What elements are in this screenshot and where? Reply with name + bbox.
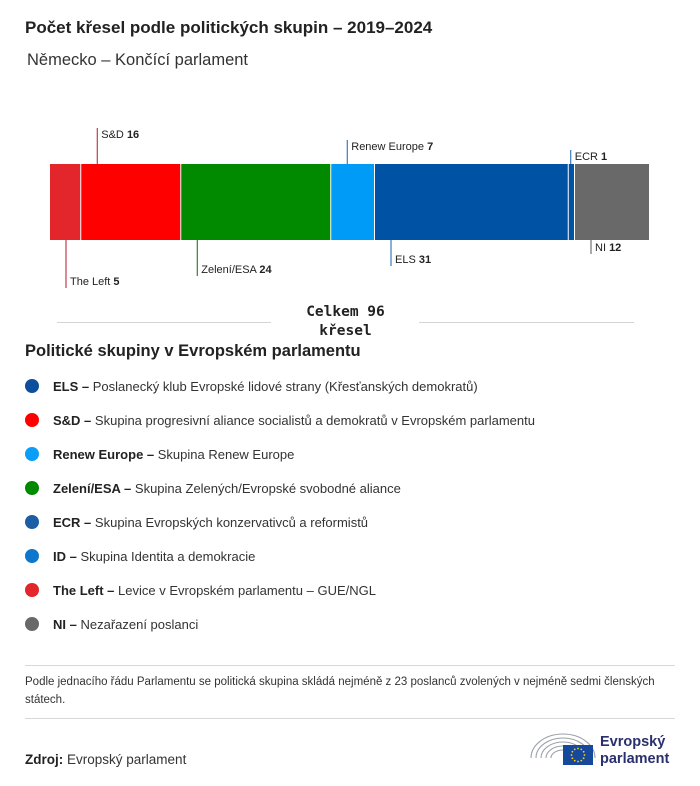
segment-name: Zelení/ESA — [201, 264, 260, 276]
total-divider-right — [419, 322, 634, 323]
source-value: Evropský parlament — [67, 752, 187, 767]
legend-abbr: Zelení/ESA – — [53, 480, 132, 496]
legend-desc: Skupina Renew Europe — [157, 446, 295, 462]
legend-item-ni — [25, 607, 535, 641]
legend-dot — [25, 413, 39, 427]
legend-dot — [25, 447, 39, 461]
legend-abbr: Renew Europe – — [53, 446, 155, 462]
segment-value: 12 — [609, 242, 622, 254]
eu-star — [580, 760, 582, 762]
bar-segment-zelen-esa — [181, 164, 330, 240]
bar-segment-renew-europe — [331, 164, 374, 240]
legend-desc: Skupina Evropských konzervativců a reformistů — [94, 514, 369, 530]
legend-item-ecr — [25, 505, 535, 539]
total-seats-value: Celkem 96 — [306, 304, 385, 320]
segment-label-renew-europe — [351, 141, 433, 153]
eu-star — [574, 760, 576, 762]
legend-abbr: ELS – — [53, 378, 90, 394]
segment-value: 16 — [126, 129, 140, 141]
legend-desc: Levice v Evropském parlamentu – GUE/NGL — [118, 582, 376, 598]
eu-star — [571, 757, 573, 759]
legend-abbr: ID – — [53, 548, 77, 564]
eu-star — [583, 751, 585, 753]
segment-name: ELS — [395, 254, 419, 266]
legend-desc: Nezařazení poslanci — [80, 616, 199, 632]
segment-label-ni — [595, 242, 621, 254]
legend-item-sd — [25, 403, 535, 437]
legend-abbr: ECR – — [53, 514, 92, 530]
total-seats-label — [273, 303, 418, 341]
legend-dot — [25, 515, 39, 529]
legend-dot — [25, 583, 39, 597]
eu-star — [574, 748, 576, 750]
legend-desc: Skupina progresivní aliance socialistů a demokratů v Evropském parlamentu — [94, 412, 535, 428]
source-label: Zdroj: — [25, 752, 64, 767]
legend — [25, 369, 535, 641]
bar-segment-s-d — [81, 164, 180, 240]
segment-name: The Left — [70, 276, 114, 288]
bar-segment-ni — [575, 164, 649, 240]
logo-text — [600, 734, 669, 768]
segment-name: Renew Europe — [351, 141, 428, 153]
segment-value: 7 — [427, 141, 434, 153]
legend-title: Politické skupiny v Evropském parlamentu — [25, 342, 361, 360]
legend-item-left — [25, 573, 535, 607]
footnote-divider-bottom — [25, 718, 675, 719]
legend-abbr: S&D – — [53, 412, 92, 428]
legend-abbr: The Left – — [53, 582, 115, 598]
legend-dot — [25, 481, 39, 495]
legend-desc: Poslanecký klub Evropské lidové strany (Křesťanských demokratů) — [92, 378, 478, 394]
logo-line-2: parlament — [600, 751, 670, 767]
eu-star — [571, 751, 573, 753]
chart-subtitle: Německo – Končící parlament — [27, 51, 249, 69]
segment-label-els — [395, 254, 431, 266]
total-divider-left — [57, 322, 271, 323]
footnote-divider-top — [25, 665, 675, 666]
segment-label-s-d — [101, 129, 139, 141]
legend-item-id — [25, 539, 535, 573]
chart-title: Počet křesel podle politických skupin – 2019–2024 — [25, 18, 433, 37]
legend-item-els — [25, 369, 535, 403]
legend-dot — [25, 617, 39, 631]
legend-desc: Skupina Identita a demokracie — [80, 548, 256, 564]
segment-value: 5 — [113, 276, 120, 288]
bar-segment-els — [375, 164, 568, 240]
legend-item-renew — [25, 437, 535, 471]
legend-item-greens — [25, 471, 535, 505]
seat-chart — [0, 0, 700, 300]
eu-star — [580, 748, 582, 750]
segment-label-the-left — [70, 276, 120, 288]
eu-star — [577, 748, 579, 750]
legend-abbr: NI – — [53, 616, 77, 632]
segment-value: 1 — [601, 151, 608, 163]
logo-line-1: Evropský — [600, 734, 666, 750]
eu-star — [577, 761, 579, 763]
eu-star — [584, 754, 586, 756]
segment-name: S&D — [101, 129, 127, 141]
footnote: Podle jednacího řádu Parlamentu se politická skupina skládá nejméně z 23 poslanců zvolených v nejméně sedmi členských státech. — [25, 676, 655, 706]
legend-dot — [25, 549, 39, 563]
segment-value: 24 — [259, 264, 272, 276]
bar-segment-ecr — [569, 164, 574, 240]
legend-desc: Skupina Zelených/Evropské svobodné aliance — [134, 480, 401, 496]
legend-dot — [25, 379, 39, 393]
eu-star — [571, 754, 573, 756]
eu-star — [583, 757, 585, 759]
segment-label-ecr — [575, 151, 607, 163]
segment-name: NI — [595, 242, 610, 254]
segment-label-zelen-esa — [201, 264, 272, 276]
bar-segment-the-left — [50, 164, 80, 240]
total-seats-unit: křesel — [319, 323, 372, 339]
segment-name: ECR — [574, 151, 602, 163]
segment-value: 31 — [418, 254, 432, 266]
source — [25, 752, 186, 767]
